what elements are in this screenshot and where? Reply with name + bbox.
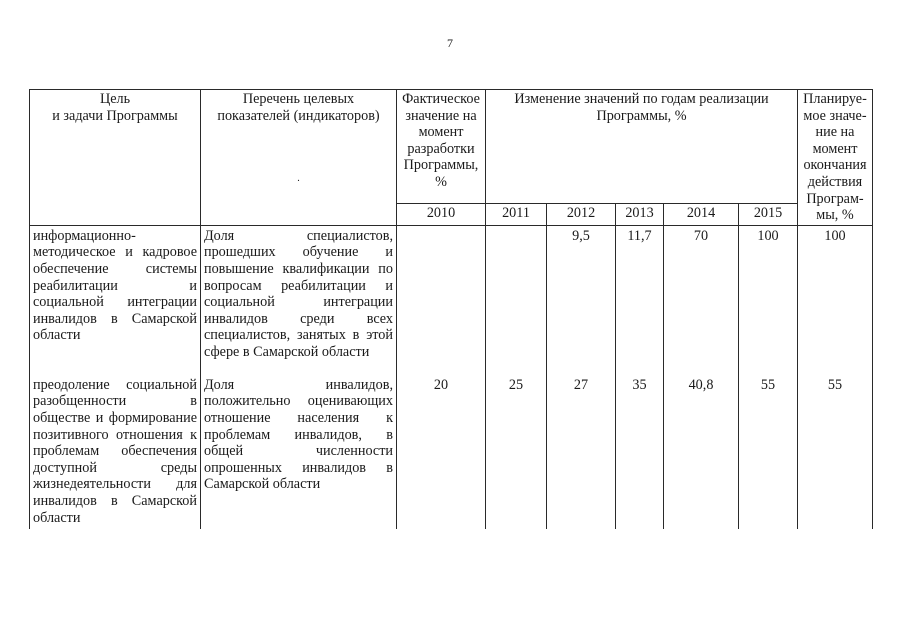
row-value-2014: 70: [664, 225, 739, 375]
year-header-2013: 2013: [616, 203, 664, 225]
table-row: [30, 225, 873, 375]
row-value-2012: 9,5: [547, 225, 616, 375]
row-indicator: Доля инвалидов, положительно оценивающих отношение населения к проблемам инвалидов, в общей численности опрошенных инвалидов в Самарской области: [201, 375, 397, 529]
row-value-2014: 40,8: [664, 375, 739, 529]
row-value-2015: 100: [739, 225, 798, 375]
row-value-2015: 55: [739, 375, 798, 529]
planned-value-header: Планируе- мое значе- ние на момент окончания действия Програм- мы, %: [798, 90, 873, 226]
row-value-2011: 25: [486, 375, 547, 529]
row-planned-value: 100: [798, 225, 873, 375]
row-planned-value: 55: [798, 375, 873, 529]
header-row: [30, 90, 873, 204]
row-value-2013: 11,7: [616, 225, 664, 375]
year-header-2014: 2014: [664, 203, 739, 225]
table-row: [30, 375, 873, 529]
row-indicator: Доля специалистов, прошедших обучение и повышение квалификации по вопросам реабилитации и социальной интеграции инвалидов среди всех специалистов, занятых в этой сфере в Самарской области: [201, 225, 397, 375]
row-value-2010: 20: [397, 375, 486, 529]
yearly-changes-header: Изменение значений по годам реализации Программы, %: [486, 90, 798, 204]
goal-header: Цель и задачи Программы: [30, 90, 201, 226]
actual-value-header: Фактическое значение на момент разработки Программы, %: [397, 90, 486, 204]
row-goal: преодоление социальной разобщенности в обществе и формирование позитивного отношения к проблемам обеспечения доступной среды жизнедеятельности для инвалидов в Самарской области: [30, 375, 201, 529]
page-number: 7: [447, 36, 453, 50]
header-dot: .: [297, 173, 300, 185]
year-header-2015: 2015: [739, 203, 798, 225]
row-value-2010: [397, 225, 486, 375]
year-header-2012: 2012: [547, 203, 616, 225]
row-value-2012: 27: [547, 375, 616, 529]
indicators-header: Перечень целевых показателей (индикаторов) .: [201, 90, 397, 226]
row-goal: информационно-методическое и кадровое обеспечение системы реабилитации и социальной интеграции инвалидов в Самарской области: [30, 225, 201, 375]
indicators-table: [29, 89, 873, 529]
year-header-2011: 2011: [486, 203, 547, 225]
year-header-2010: 2010: [397, 203, 486, 225]
row-value-2013: 35: [616, 375, 664, 529]
row-value-2011: [486, 225, 547, 375]
